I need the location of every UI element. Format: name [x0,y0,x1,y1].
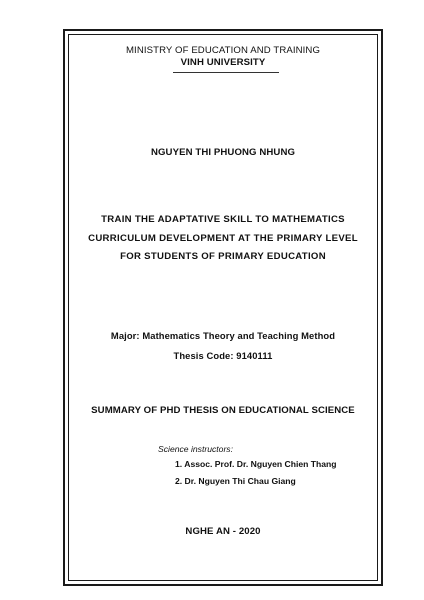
thesis-title-line-2: CURRICULUM DEVELOPMENT AT THE PRIMARY LEVEL [88,233,358,244]
author-name: NGUYEN THI PHUONG NHUNG [150,147,296,158]
thesis-title-line-3: FOR STUDENTS OF PRIMARY EDUCATION [120,251,326,262]
instructors-label: Science instructors: [158,444,233,454]
header-divider [173,72,279,73]
document-type: SUMMARY OF PHD THESIS ON EDUCATIONAL SCIENCE [91,405,355,416]
instructor-1: 1. Assoc. Prof. Dr. Nguyen Chien Thang [175,459,337,469]
university-name: VINH UNIVERSITY [180,57,266,68]
major-field: Major: Mathematics Theory and Teaching Method [110,330,336,341]
place-and-year: NGHE AN - 2020 [185,526,261,537]
instructor-2: 2. Dr. Nguyen Thi Chau Giang [175,476,296,486]
thesis-title-line-1: TRAIN THE ADAPTATIVE SKILL TO MATHEMATICS [101,214,345,225]
page-border-inner [68,34,378,581]
ministry-name: MINISTRY OF EDUCATION AND TRAINING [125,45,321,56]
thesis-code: Thesis Code: 9140111 [173,350,273,361]
